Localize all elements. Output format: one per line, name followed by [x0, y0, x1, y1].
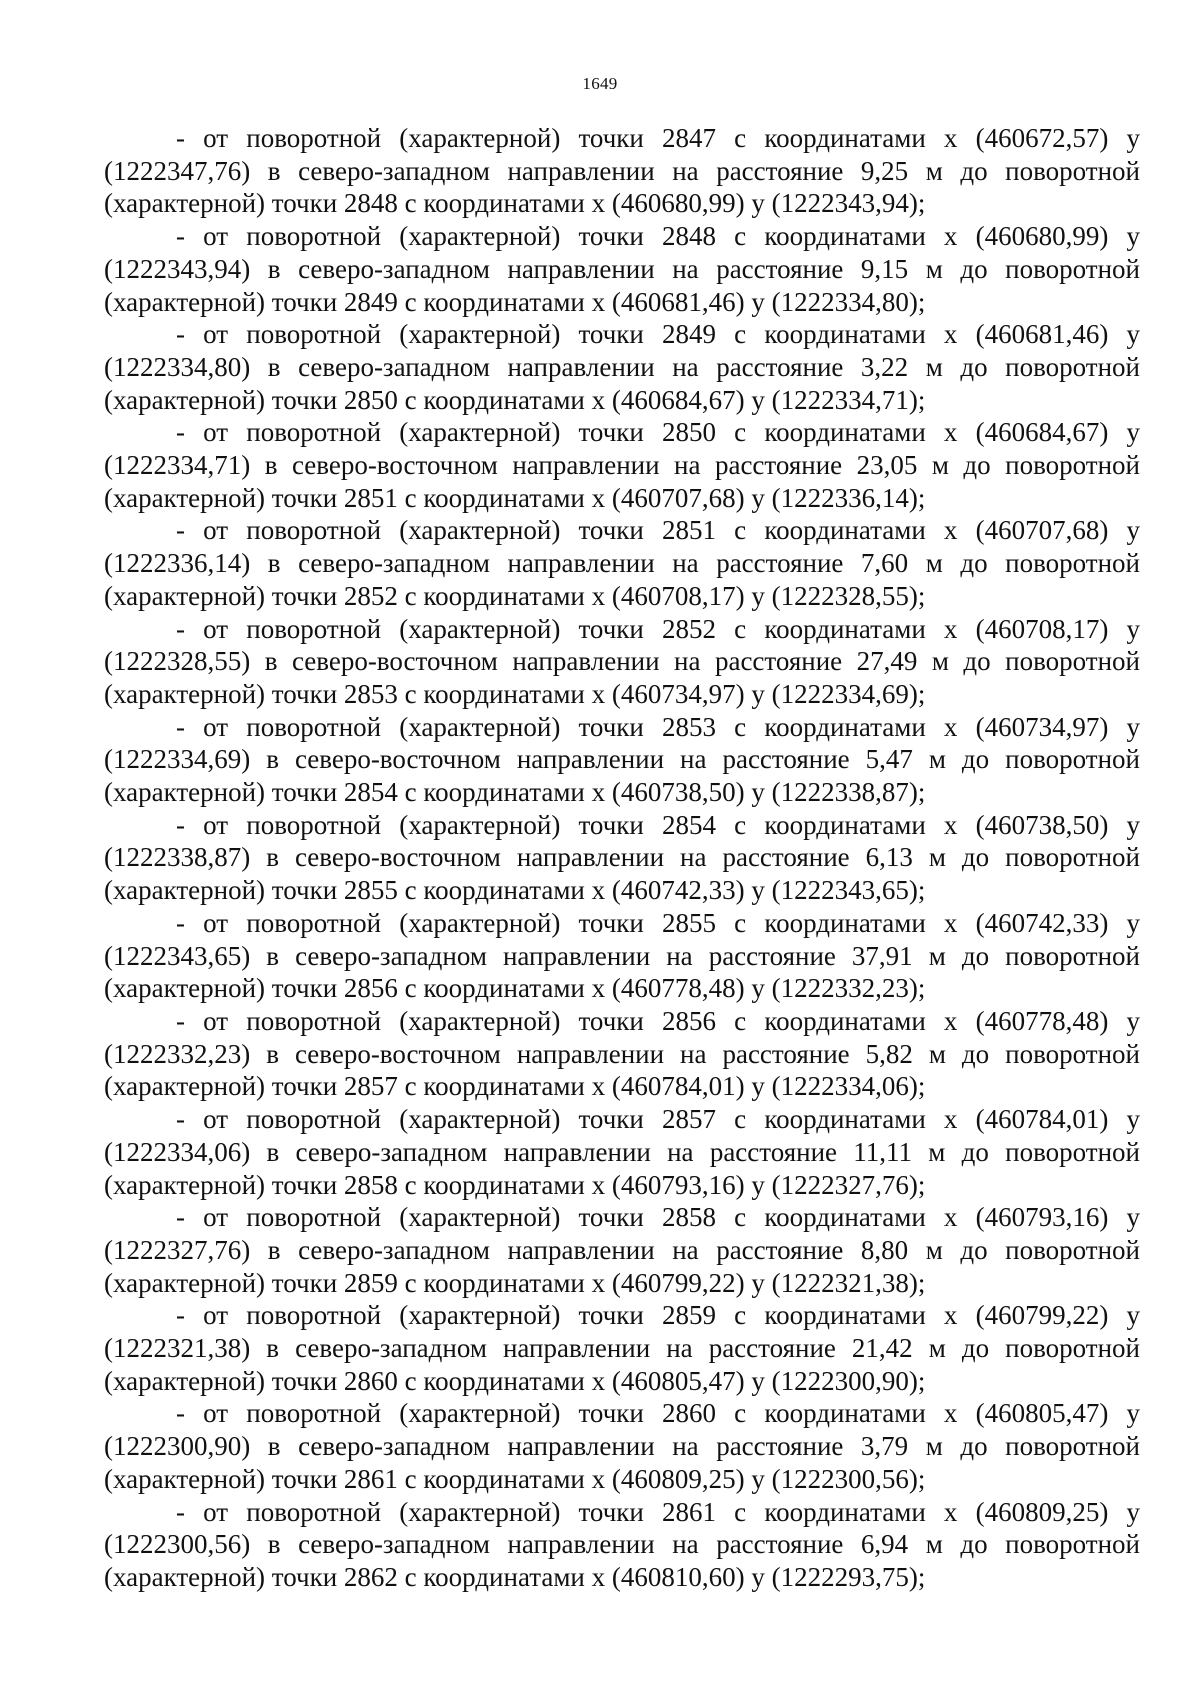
boundary-clause: - от поворотной (характерной) точки 2859 с координатами х (460799,22) у (1222321,38) в северо-западном направлении на расстояние 21,42 м до поворотной (характерной) точки 2860 с координатами х (460805,47) у (1222300,90); [104, 1300, 1140, 1396]
boundary-clause: - от поворотной (характерной) точки 2852 с координатами х (460708,17) у (1222328,55) в северо-восточном направлении на расстояние 27,49 м до поворотной (характерной) точки 2853 с координатами х (460734,97) у (1222334,69); [104, 613, 1140, 709]
boundary-clause: - от поворотной (характерной) точки 2861 с координатами х (460809,25) у (1222300,56) в северо-западном направлении на расстояние 6,94 м до поворотной (характерной) точки 2862 с координатами х (460810,60) у (1222293,75); [104, 1496, 1140, 1592]
document-body [104, 122, 1140, 1594]
boundary-clause: - от поворотной (характерной) точки 2850 с координатами х (460684,67) у (1222334,71) в северо-восточном направлении на расстояние 23,05 м до поворотной (характерной) точки 2851 с координатами х (460707,68) у (1222336,14); [104, 417, 1140, 513]
page-number: 1649 [582, 74, 618, 93]
boundary-clause: - от поворотной (характерной) точки 2856 с координатами х (460778,48) у (1222332,23) в северо-восточном направлении на расстояние 5,82 м до поворотной (характерной) точки 2857 с координатами х (460784,01) у (1222334,06); [104, 1005, 1140, 1102]
boundary-clause: - от поворотной (характерной) точки 2849 с координатами х (460681,46) у (1222334,80) в северо-западном направлении на расстояние 3,22 м до поворотной (характерной) точки 2850 с координатами х (460684,67) у (1222334,71); [104, 319, 1140, 415]
boundary-clause: - от поворотной (характерной) точки 2857 с координатами х (460784,01) у (1222334,06) в северо-западном направлении на расстояние 11,11 м до поворотной (характерной) точки 2858 с координатами х (460793,16) у (1222327,76); [104, 1104, 1140, 1200]
boundary-clause: - от поворотной (характерной) точки 2848 с координатами х (460680,99) у (1222343,94) в северо-западном направлении на расстояние 9,15 м до поворотной (характерной) точки 2849 с координатами х (460681,46) у (1222334,80); [104, 221, 1140, 317]
boundary-clause: - от поворотной (характерной) точки 2855 с координатами х (460742,33) у (1222343,65) в северо-западном направлении на расстояние 37,91 м до поворотной (характерной) точки 2856 с координатами х (460778,48) у (1222332,23); [104, 907, 1140, 1004]
boundary-clause: - от поворотной (характерной) точки 2854 с координатами х (460738,50) у (1222338,87) в северо-восточном направлении на расстояние 6,13 м до поворотной (характерной) точки 2855 с координатами х (460742,33) у (1222343,65); [104, 809, 1140, 906]
boundary-clause: - от поворотной (характерной) точки 2853 с координатами х (460734,97) у (1222334,69) в северо-восточном направлении на расстояние 5,47 м до поворотной (характерной) точки 2854 с координатами х (460738,50) у (1222338,87); [104, 711, 1140, 808]
boundary-clause: - от поворотной (характерной) точки 2851 с координатами х (460707,68) у (1222336,14) в северо-западном направлении на расстояние 7,60 м до поворотной (характерной) точки 2852 с координатами х (460708,17) у (1222328,55); [104, 515, 1140, 611]
boundary-clause: - от поворотной (характерной) точки 2860 с координатами х (460805,47) у (1222300,90) в северо-западном направлении на расстояние 3,79 м до поворотной (характерной) точки 2861 с координатами х (460809,25) у (1222300,56); [104, 1398, 1140, 1494]
boundary-clause: - от поворотной (характерной) точки 2858 с координатами х (460793,16) у (1222327,76) в северо-западном направлении на расстояние 8,80 м до поворотной (характерной) точки 2859 с координатами х (460799,22) у (1222321,38); [104, 1202, 1140, 1298]
boundary-clause: - от поворотной (характерной) точки 2847 с координатами х (460672,57) у (1222347,76) в северо-западном направлении на расстояние 9,25 м до поворотной (характерной) точки 2848 с координатами х (460680,99) у (1222343,94); [104, 123, 1140, 219]
